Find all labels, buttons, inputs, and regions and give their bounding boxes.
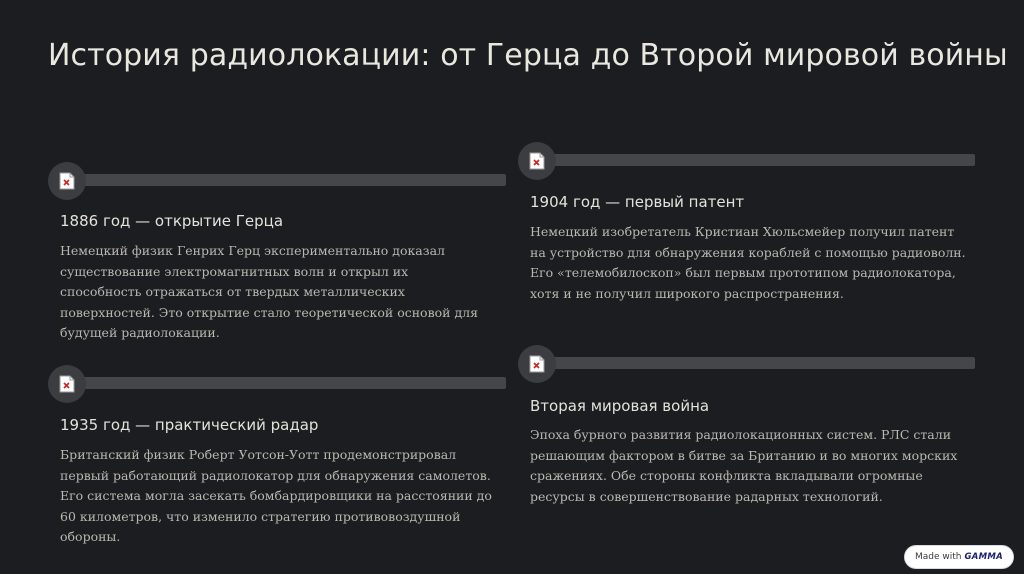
timeline-item-text: Немецкий физик Генрих Герц экспериментально доказал существование электромагнитных волн и открыл их способность отражаться от твердых металлических поверхностей. Это открытие стало теоретической основой для будущей радиолокации. — [60, 243, 478, 340]
slide-title: История радиолокации: от Герца до Второй мировой войны — [48, 38, 1008, 73]
broken-image-icon — [529, 355, 545, 373]
timeline-item-text: Британский физик Роберт Уотсон-Уотт продемонстрировал первый работающий радиолокатор для обнаружения самолетов. Его система могла засекать бомбардировщики на расстоянии до 60 километров, что изменило стратегию противовоздушной обороны. — [60, 447, 492, 544]
timeline-item-1904 — [518, 142, 978, 312]
timeline-item-title: 1904 год — первый патент — [530, 193, 745, 211]
timeline-bar — [542, 357, 975, 369]
timeline-item-text: Эпоха бурного развития радиолокационных систем. РЛС стали решающим фактором в битве за Британию и во многих морских сражениях. Обе стороны конфликта вкладывали огромные ресурсы в совершенствование радарных технологий. — [530, 427, 958, 504]
timeline-bar — [542, 154, 975, 166]
timeline-marker — [48, 365, 86, 403]
timeline-item-text: Немецкий изобретатель Кристиан Хюльсмейер получил патент на устройство для обнаружения кораблей с помощью радиоволн. Его «телемобилоскоп» был первым прототипом радиолокатора, хотя и не получил широкого распространения. — [530, 224, 966, 301]
timeline-item-title: 1886 год — открытие Герца — [60, 212, 284, 230]
broken-image-icon — [59, 172, 75, 190]
badge-made-with-text: Made with — [914, 552, 962, 562]
timeline-item-1935 — [48, 365, 508, 544]
timeline-item-title: Вторая мировая война — [530, 397, 710, 415]
timeline-marker — [518, 142, 556, 180]
timeline-bar — [72, 174, 506, 186]
gamma-logo: GAMMA — [964, 552, 1004, 562]
broken-image-icon — [59, 375, 75, 393]
timeline-item-wwii — [518, 345, 978, 515]
broken-image-icon — [529, 152, 545, 170]
timeline-marker — [518, 345, 556, 383]
made-with-gamma-badge[interactable] — [905, 546, 1013, 568]
timeline-marker — [48, 162, 86, 200]
timeline-bar — [72, 377, 506, 389]
timeline-item-1886 — [48, 162, 508, 340]
timeline-item-title: 1935 год — практический радар — [60, 416, 319, 434]
